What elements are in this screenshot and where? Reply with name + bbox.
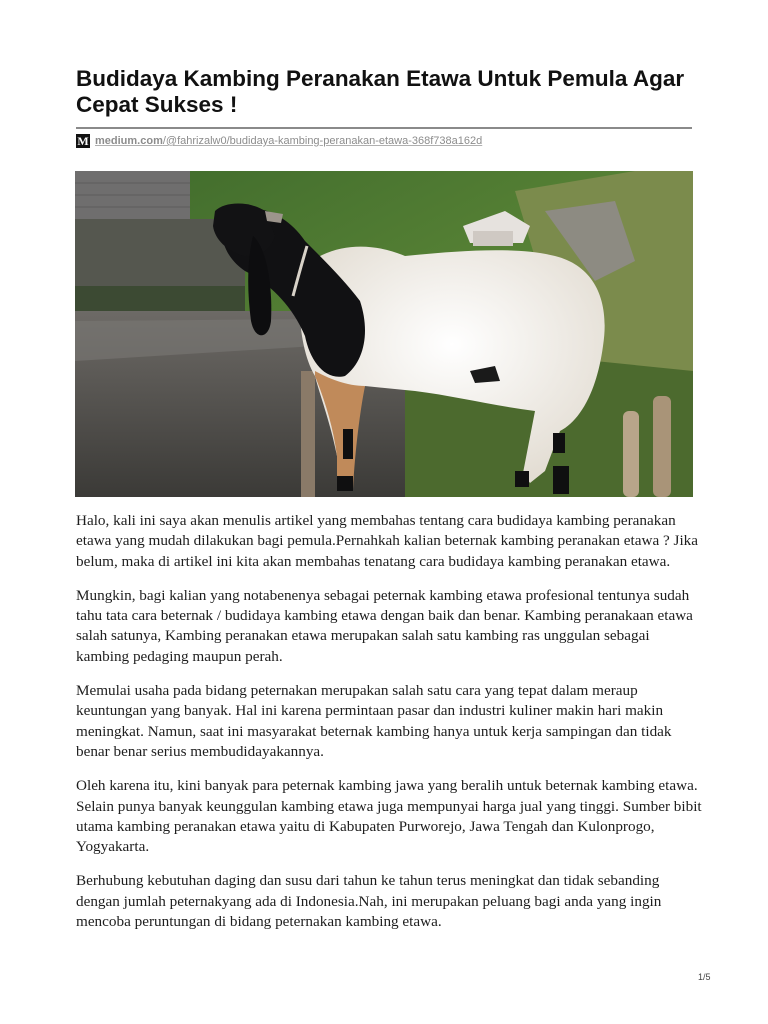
paragraph: Oleh karena itu, kini banyak para peternak kambing jawa yang beralih untuk beternak kambing etawa. Selain punya banyak keunggulan kambing etawa juga mempunyai harga jual yang tinggi. Sumber bibit utama kambing peranakan etawa yaitu di Kabupaten Purworejo, Jawa Tengah dan Kulonprogo, Yogyakarta. <box>76 777 702 856</box>
source-domain: medium.com <box>95 135 163 147</box>
source-url-link[interactable] <box>95 135 482 147</box>
paragraph: Berhubung kebutuhan daging dan susu dari tahun ke tahun terus meningkat dan tidak sebanding dengan jumlah peternakyang ada di Indonesia.Nah, ini merupakan peluang bagi anda yang ingin mencoba peruntungan di bidang peternakan kambing etawa. <box>76 872 662 931</box>
source-line <box>76 133 482 149</box>
source-path: /@fahrizalw0/budidaya-kambing-peranakan-etawa-368f738a162d <box>162 135 483 147</box>
page-number: 1/5 <box>698 972 711 982</box>
article-body <box>76 511 706 946</box>
article-title: Budidaya Kambing Peranakan Etawa Untuk Pemula Agar Cepat Sukses ! <box>76 66 685 117</box>
title-divider <box>76 127 692 129</box>
paragraph: Mungkin, bagi kalian yang notabenenya sebagai peternak kambing etawa profesional tentunya sudah tahu tata cara beternak / budidaya kambing etawa dengan baik dan benar. Kambing peranakaan etawa salah satunya, Kambing peranakan etawa merupakan salah satu kambing ras unggulan sebagai kambing pedaging maupun perah. <box>76 586 693 665</box>
medium-logo-icon: M <box>77 134 89 148</box>
paragraph: Halo, kali ini saya akan menulis artikel yang membahas tentang cara budidaya kambing peranakan etawa yang mudah dilakukan bagi pemula.Pernahkah kalian beternak kambing peranakan etawa ? Jika belum, maka di artikel ini kita akan membahas tenatang cara budidaya kambing peranakan etawa. <box>76 512 699 570</box>
paragraph: Memulai usaha pada bidang peternakan merupakan salah satu cara yang tepat dalam meraup keuntungan yang banyak. Hal ini karena permintaan pasar dan industri kuliner makin hari makin meningkat. Namun, saat ini masyarakat beternak kambing hanya untuk kerja sampingan dan tidak benar benar serius membudidayakannya. <box>76 682 672 760</box>
goat-photo <box>75 171 693 497</box>
